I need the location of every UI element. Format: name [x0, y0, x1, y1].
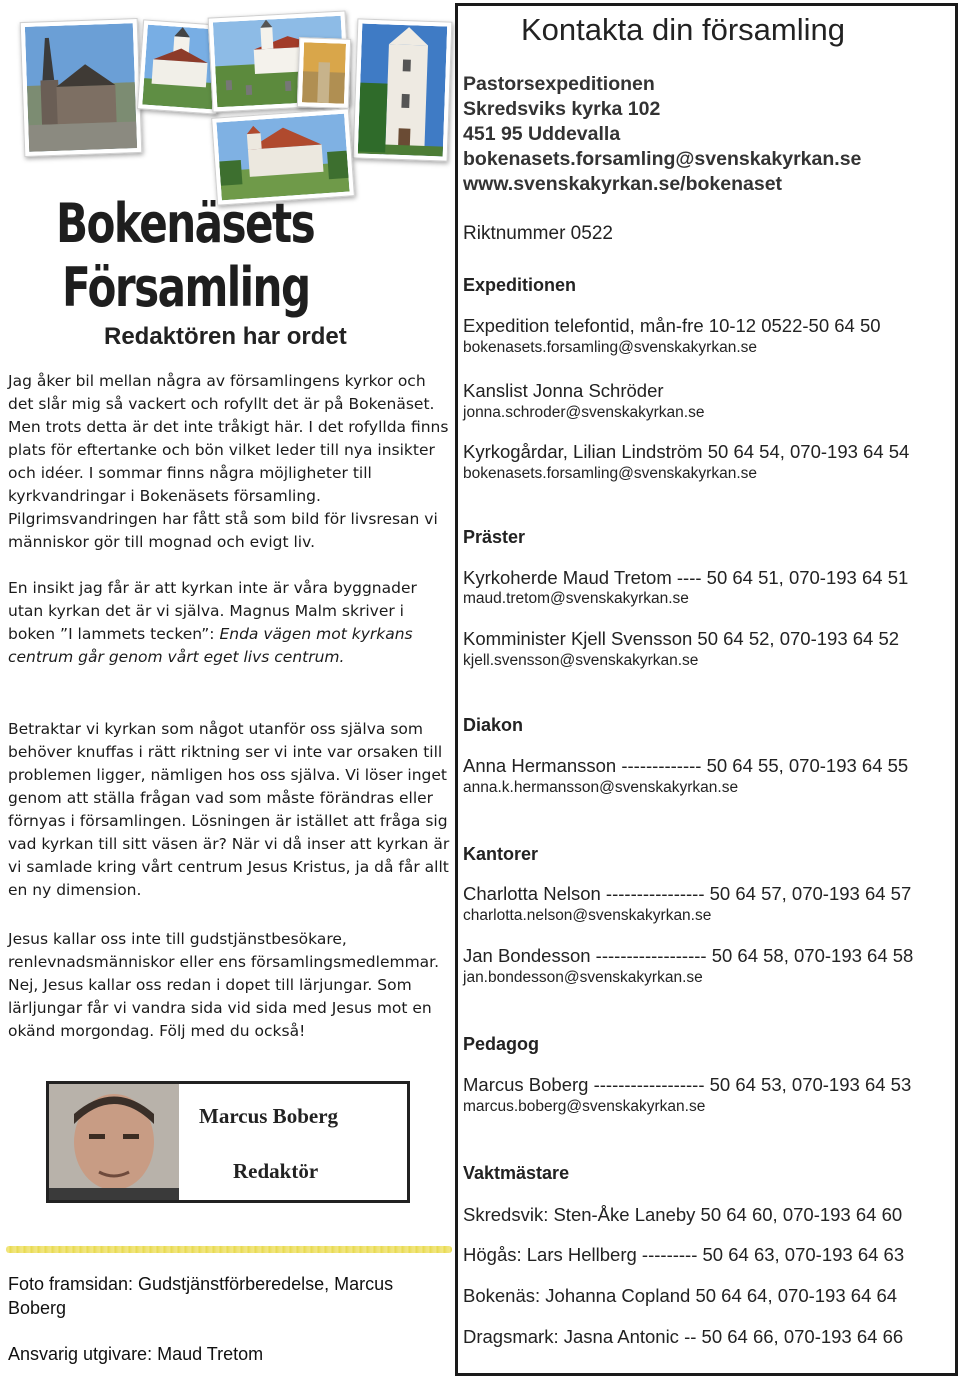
entry-komminister: Komminister Kjell Svensson 50 64 52, 070-193 64 52 — [463, 628, 900, 649]
email-komminister[interactable]: kjell.svensson@svenskakyrkan.se — [463, 652, 699, 669]
entry-pedagog: Marcus Boberg ------------------ 50 64 53, 070-193 64 53 — [463, 1074, 912, 1095]
section-vaktmastare: Vaktmästare — [463, 1163, 570, 1183]
email-diakon[interactable]: anna.k.hermansson@svenskakyrkan.se — [463, 779, 739, 796]
address-postal: 451 95 Uddevalla — [463, 123, 621, 145]
email-kantor-2[interactable]: jan.bondesson@svenskakyrkan.se — [463, 969, 703, 986]
entry-kantor-1: Charlotta Nelson ---------------- 50 64 57, 070-193 64 57 — [463, 883, 912, 904]
church-photo-1 — [20, 18, 143, 157]
entry-diakon: Anna Hermansson ------------- 50 64 55, 070-193 64 55 — [463, 755, 909, 776]
area-code: Riktnummer 0522 — [463, 223, 613, 244]
editorial-paragraph-1: Jag åker bil mellan några av församlingens kyrkor och det slår mig så vackert och rofyllt det är på Bokenäset. Men trots detta är det inte tråkigt här. I det rofyllda finns plats för eftertanke och bön vilket leder till nya insikter och idéer. I sommar finns några möjligheter till kyrkvandringar i Bokenäsets församling. Pilgrimsvandringen har fått stå som bild för livsresan vi människor gör till mognad och evigt liv. — [8, 372, 449, 551]
church-photo-4 — [297, 37, 351, 109]
email-kanslist[interactable]: jonna.schroder@svenskakyrkan.se — [463, 404, 705, 421]
address-email[interactable]: bokenasets.forsamling@svenskakyrkan.se — [463, 148, 862, 170]
masthead-line-1: Bokenäsets — [56, 192, 315, 255]
editor-portrait — [49, 1084, 179, 1200]
entry-kyrkoherde: Kyrkoherde Maud Tretom ---- 50 64 51, 070-193 64 51 — [463, 567, 909, 588]
address-website[interactable]: www.svenskakyrkan.se/bokenaset — [463, 173, 783, 195]
entry-kanslist: Kanslist Jonna Schröder — [463, 380, 664, 401]
entry-vaktmastare-bokenas: Bokenäs: Johanna Copland 50 64 64, 070-193 64 64 — [463, 1285, 898, 1306]
editorial-quote: Enda vägen mot kyrkans centrum går genom vårt eget livs centrum. — [8, 625, 413, 666]
email-kyrkogardar[interactable]: bokenasets.forsamling@svenskakyrkan.se — [463, 465, 758, 482]
entry-vaktmastare-hogas: Högås: Lars Hellberg --------- 50 64 63, 070-193 64 63 — [463, 1244, 905, 1265]
address-office: Pastorsexpeditionen — [463, 73, 655, 95]
editorial-paragraph-4: Jesus kallar oss inte till gudstjänstbesökare, renlevnadsmänniskor eller ens församlingsmedlemmar. Nej, Jesus kallar oss redan i dopet till lärjungar. Som lärljungar får vi vandra sida vid sida med Jesus mot en okänd morgondag. Följ med du också! — [8, 930, 440, 1040]
publisher-line: Ansvarig utgivare: Maud Tretom — [8, 1344, 264, 1364]
photo-credit: Foto framsidan: Gudstjänstförberedelse, Marcus Boberg — [8, 1274, 394, 1318]
email-expedition[interactable]: bokenasets.forsamling@svenskakyrkan.se — [463, 339, 758, 356]
email-kyrkoherde[interactable]: maud.tretom@svenskakyrkan.se — [463, 590, 689, 607]
editorial-paragraph-2-text: En insikt jag får är att kyrkan inte är våra byggnader utan kyrkan det är vi själva. Magnus Malm skriver i boken ”I lammets tecken”: — [8, 579, 417, 643]
contact-title: Kontakta din församling — [521, 12, 845, 47]
email-pedagog[interactable]: marcus.boberg@svenskakyrkan.se — [463, 1098, 706, 1115]
entry-vaktmastare-dragsmark: Dragsmark: Jasna Antonic -- 50 64 66, 070-193 64 66 — [463, 1326, 904, 1347]
editorial-heading: Redaktören har ordet — [104, 323, 347, 350]
editorial-paragraph-3: Betraktar vi kyrkan som något utanför oss själva som behöver knuffas i rätt riktning ser vi inte var orsaken till problemen ligger, nämligen hos oss själva. Vi löser inget genom att ställa frågan vad som måste förändras eller förnyas i församlingen. Lösningen är istället att fråga sig vad kyrkan till sitt väsen är? När vi då inser att kyrkan är vi samlade kring vårt centrum Jesus Kristus, ja då får allt en ny dimension. — [8, 720, 450, 899]
section-kantorer: Kantorer — [463, 844, 539, 864]
masthead-line-2: Församling — [62, 256, 310, 319]
section-expeditionen: Expeditionen — [463, 275, 577, 295]
church-photo-5 — [353, 18, 453, 161]
editor-signature-card — [46, 1081, 410, 1203]
section-pedagog: Pedagog — [463, 1034, 540, 1054]
divider — [6, 1246, 452, 1253]
email-kantor-1[interactable]: charlotta.nelson@svenskakyrkan.se — [463, 907, 712, 924]
entry-expedition-hours: Expedition telefontid, mån-fre 10-12 0522-50 64 50 — [463, 315, 881, 336]
section-diakon: Diakon — [463, 715, 524, 735]
entry-vaktmastare-skredsvik: Skredsvik: Sten-Åke Laneby 50 64 60, 070-193 64 60 — [463, 1204, 903, 1225]
section-praster: Präster — [463, 527, 526, 547]
editorial-paragraph-2 — [8, 577, 453, 669]
signature-name: Marcus Boberg — [199, 1104, 339, 1128]
entry-kantor-2: Jan Bondesson ------------------ 50 64 58, 070-193 64 58 — [463, 945, 914, 966]
address-street: Skredsviks kyrka 102 — [463, 98, 661, 120]
signature-role: Redaktör — [233, 1159, 319, 1183]
entry-kyrkogardar: Kyrkogårdar, Lilian Lindström 50 64 54, 070-193 64 54 — [463, 441, 910, 462]
